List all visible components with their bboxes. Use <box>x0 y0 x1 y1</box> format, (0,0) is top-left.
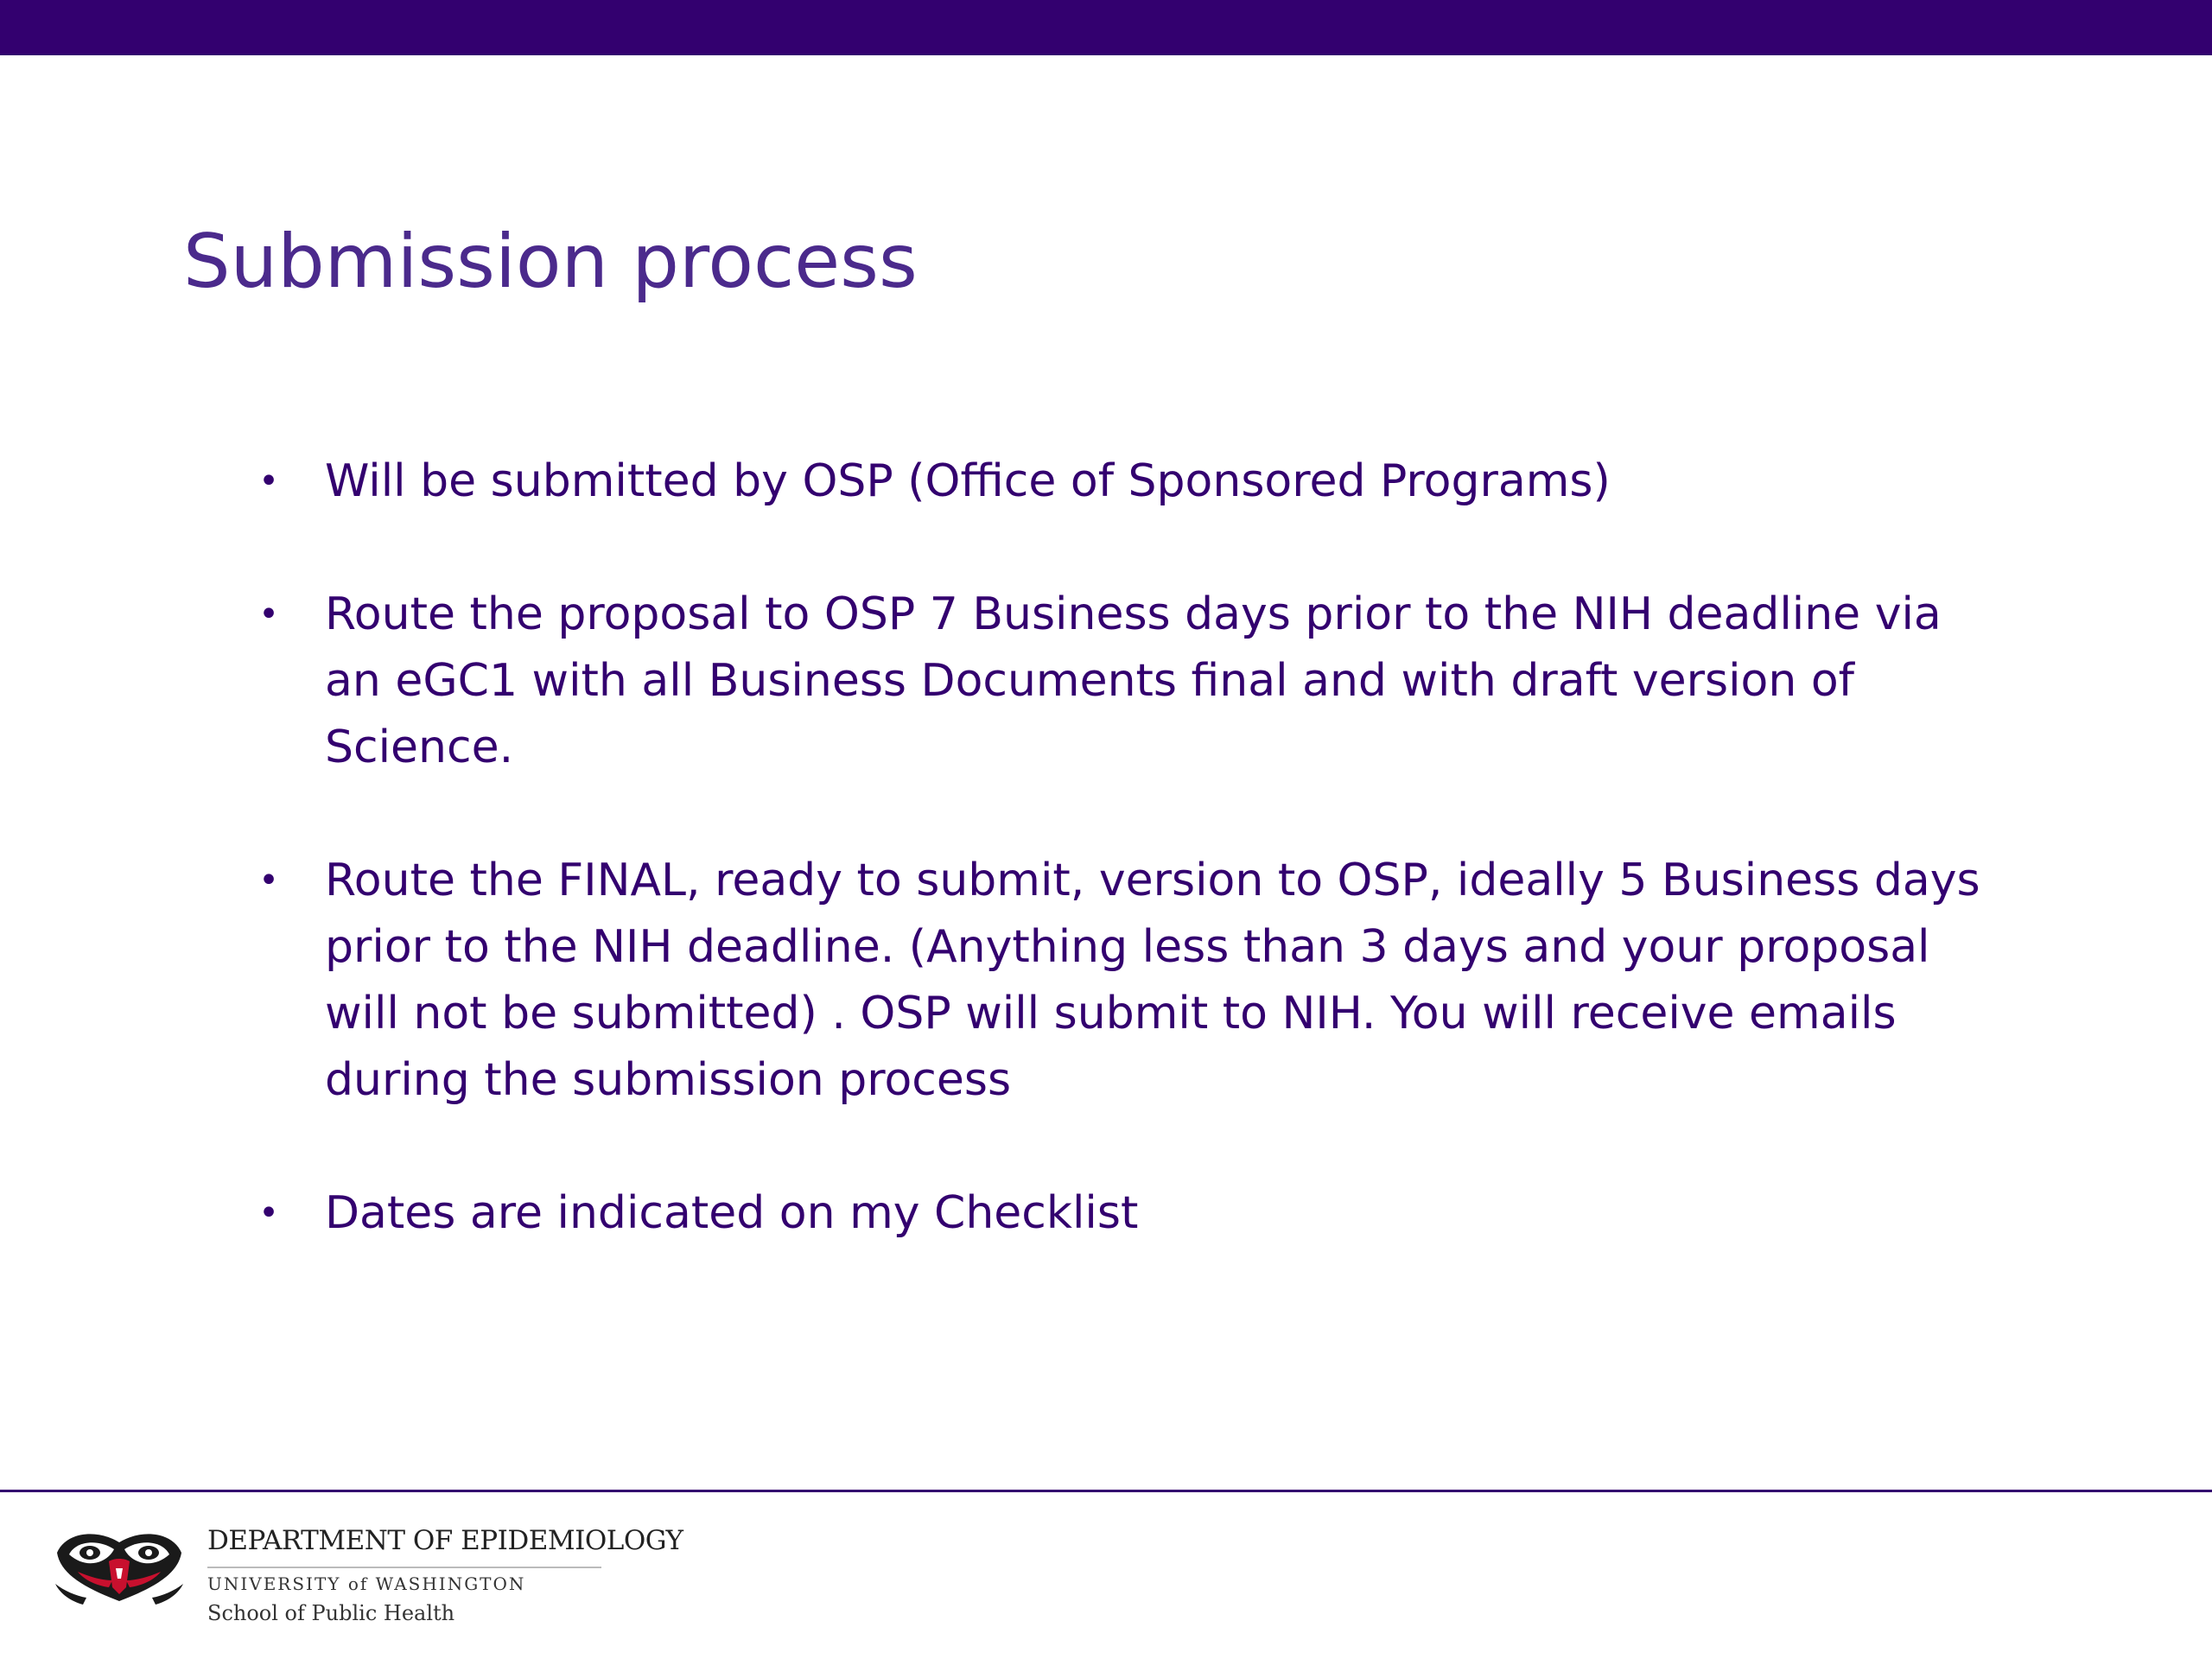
bullet-item <box>252 1180 1980 1247</box>
top-banner-bar <box>0 0 2212 55</box>
department-name: DEPARTMENT OF EPIDEMIOLOGY <box>207 1525 683 1556</box>
slide-title: Submission process <box>183 219 918 305</box>
footer-divider <box>0 1490 2212 1492</box>
bullet-item <box>252 848 1980 1114</box>
school-name: School of Public Health <box>207 1601 455 1625</box>
university-name: UNIVERSITY of WASHINGTON <box>207 1573 526 1594</box>
bullet-text: Route the FINAL, ready to submit, version to OSP, ideally 5 Business days prior to the NIH deadline. (Anything less than 3 days and your proposal will not be submitted) . OSP will submit to NIH. You will receive emails during the submission process <box>325 855 1980 1106</box>
bullet-dot-icon: • <box>258 1193 279 1233</box>
footer-logo-block <box>52 1516 683 1637</box>
bullet-item <box>252 582 1980 781</box>
bullet-list <box>252 448 1980 1247</box>
coast-salish-logo-icon <box>52 1523 187 1610</box>
bullet-dot-icon: • <box>258 861 279 900</box>
bullet-dot-icon: • <box>258 594 279 634</box>
bullet-text: Route the proposal to OSP 7 Business days prior to the NIH deadline via an eGC1 with all Business Documents final and with draft version of Science. <box>325 588 1942 773</box>
bullet-text: Will be submitted by OSP (Office of Sponsored Programs) <box>325 455 1611 507</box>
bullet-item <box>252 448 1980 515</box>
bullet-dot-icon: • <box>258 461 279 501</box>
footer-logo-divider <box>207 1567 601 1568</box>
bullet-text: Dates are indicated on my Checklist <box>325 1187 1139 1239</box>
